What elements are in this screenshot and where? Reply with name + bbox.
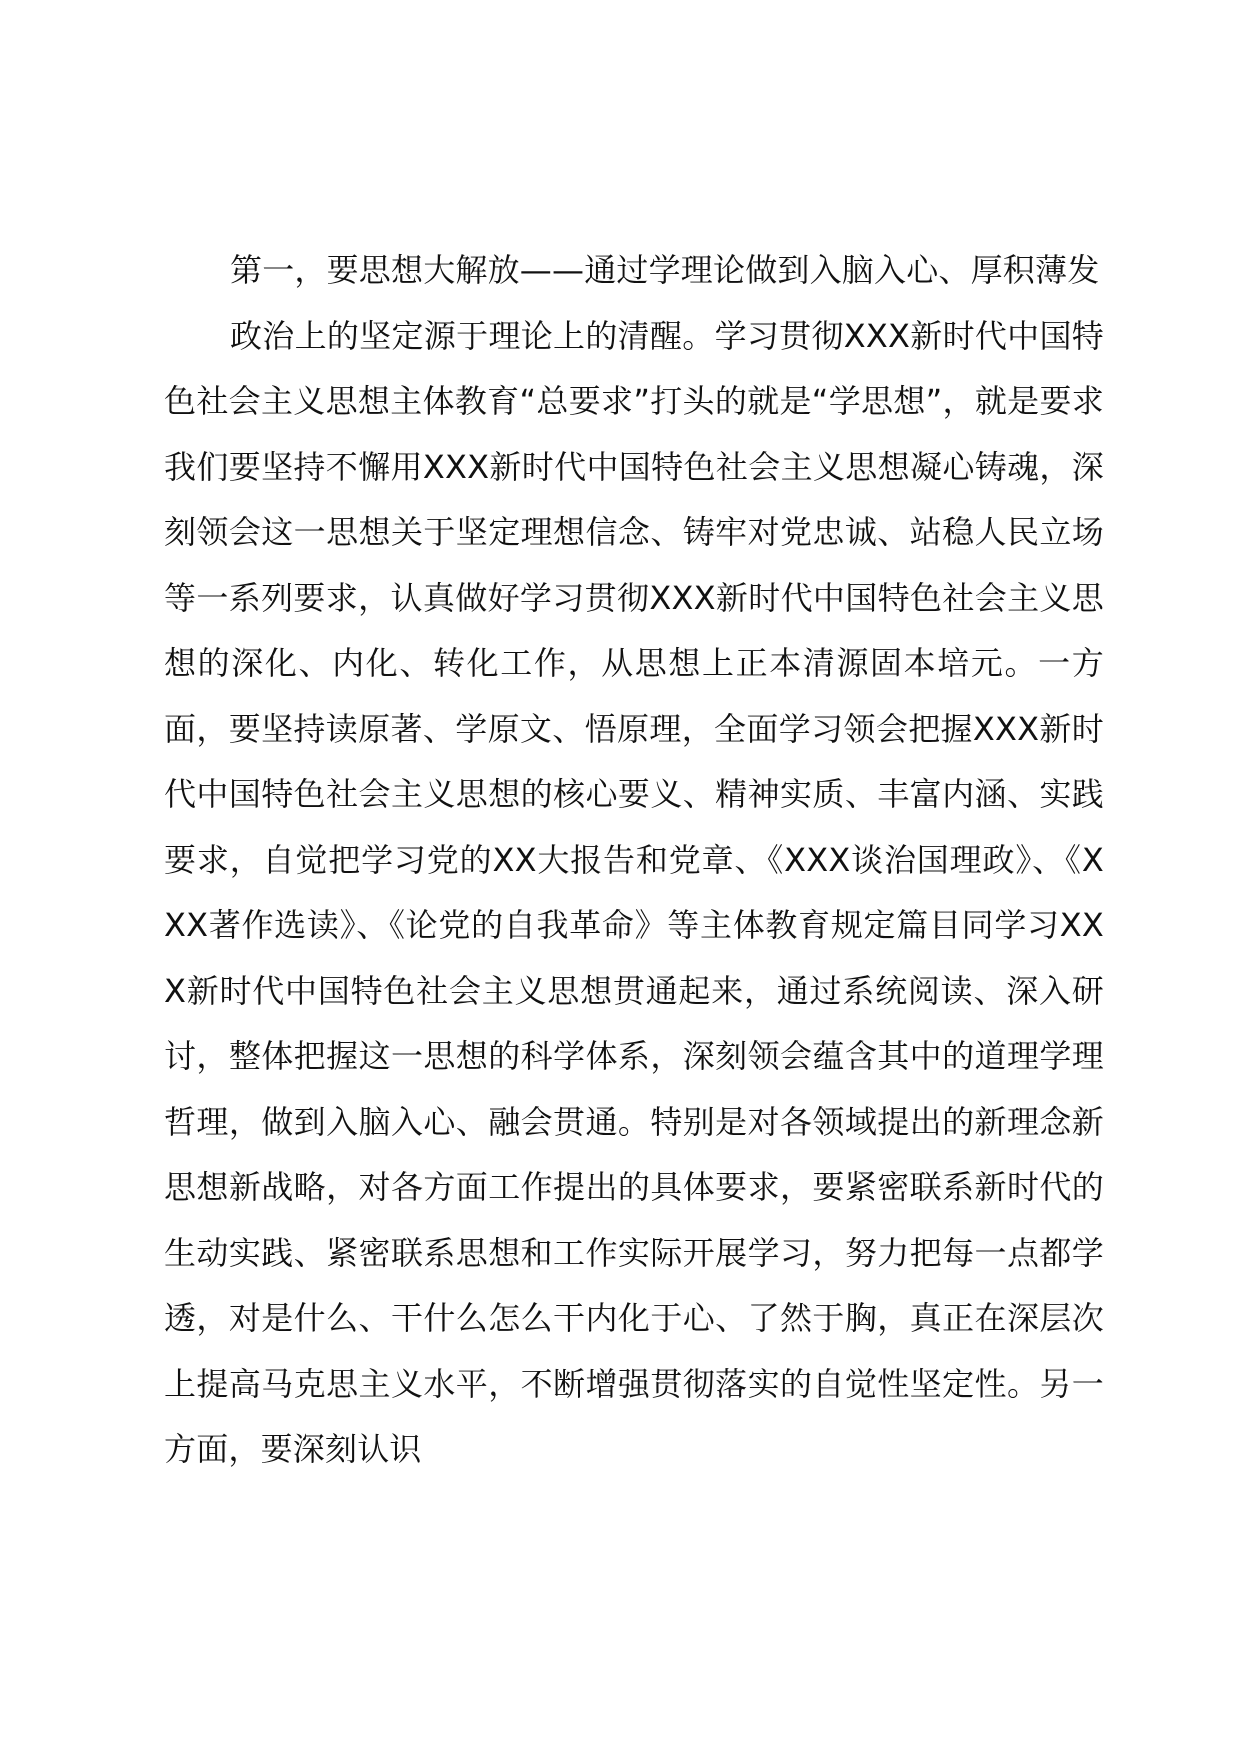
section-heading: 第一，要思想大解放——通过学理论做到入脑入心、厚积薄发 <box>230 251 1100 289</box>
body-paragraph: 政治上的坚定源于理论上的清醒。学习贯彻XXX新时代中国特色社会主义思想主体教育“总要求”打头的就是“学思想”，就是要求我们要坚持不懈用XXX新时代中国特色社会主义思想凝心铸魂，深刻领会这一思想关于坚定理想信念、铸牢对党忠诚、站稳人民立场等一系列要求，认真做好学习贯彻XXX新时代中国特色社会主义思想的深化、内化、转化工作，从思想上正本清源固本培元。一方面，要坚持读原著、学原文、悟原理，全面学习领会把握XXX新时代中国特色社会主义思想的核心要义、精神实质、丰富内涵、实践要求，自觉把学习党的XX大报告和党章、《XXX谈治国理政》、《XXX著作选读》、《论党的自我革命》等主体教育规定篇目同学习XXX新时代中国特色社会主义思想贯通起来，通过系统阅读、深入研讨，整体把握这一思想的科学体系，深刻领会蕴含其中的道理学理哲理，做到入脑入心、融会贯通。特别是对各领域提出的新理念新思想新战略，对各方面工作提出的具体要求，要紧密联系新时代的生动实践、紧密联系思想和工作实际开展学习，努力把每一点都学透，对是什么、干什么怎么干内化于心、了然于胸，真正在深层次上提高马克思主义水平，不断增强贯彻落实的自觉性坚定性。另一方面，要深刻认识 <box>164 316 1104 1468</box>
document-content <box>164 238 1104 1483</box>
